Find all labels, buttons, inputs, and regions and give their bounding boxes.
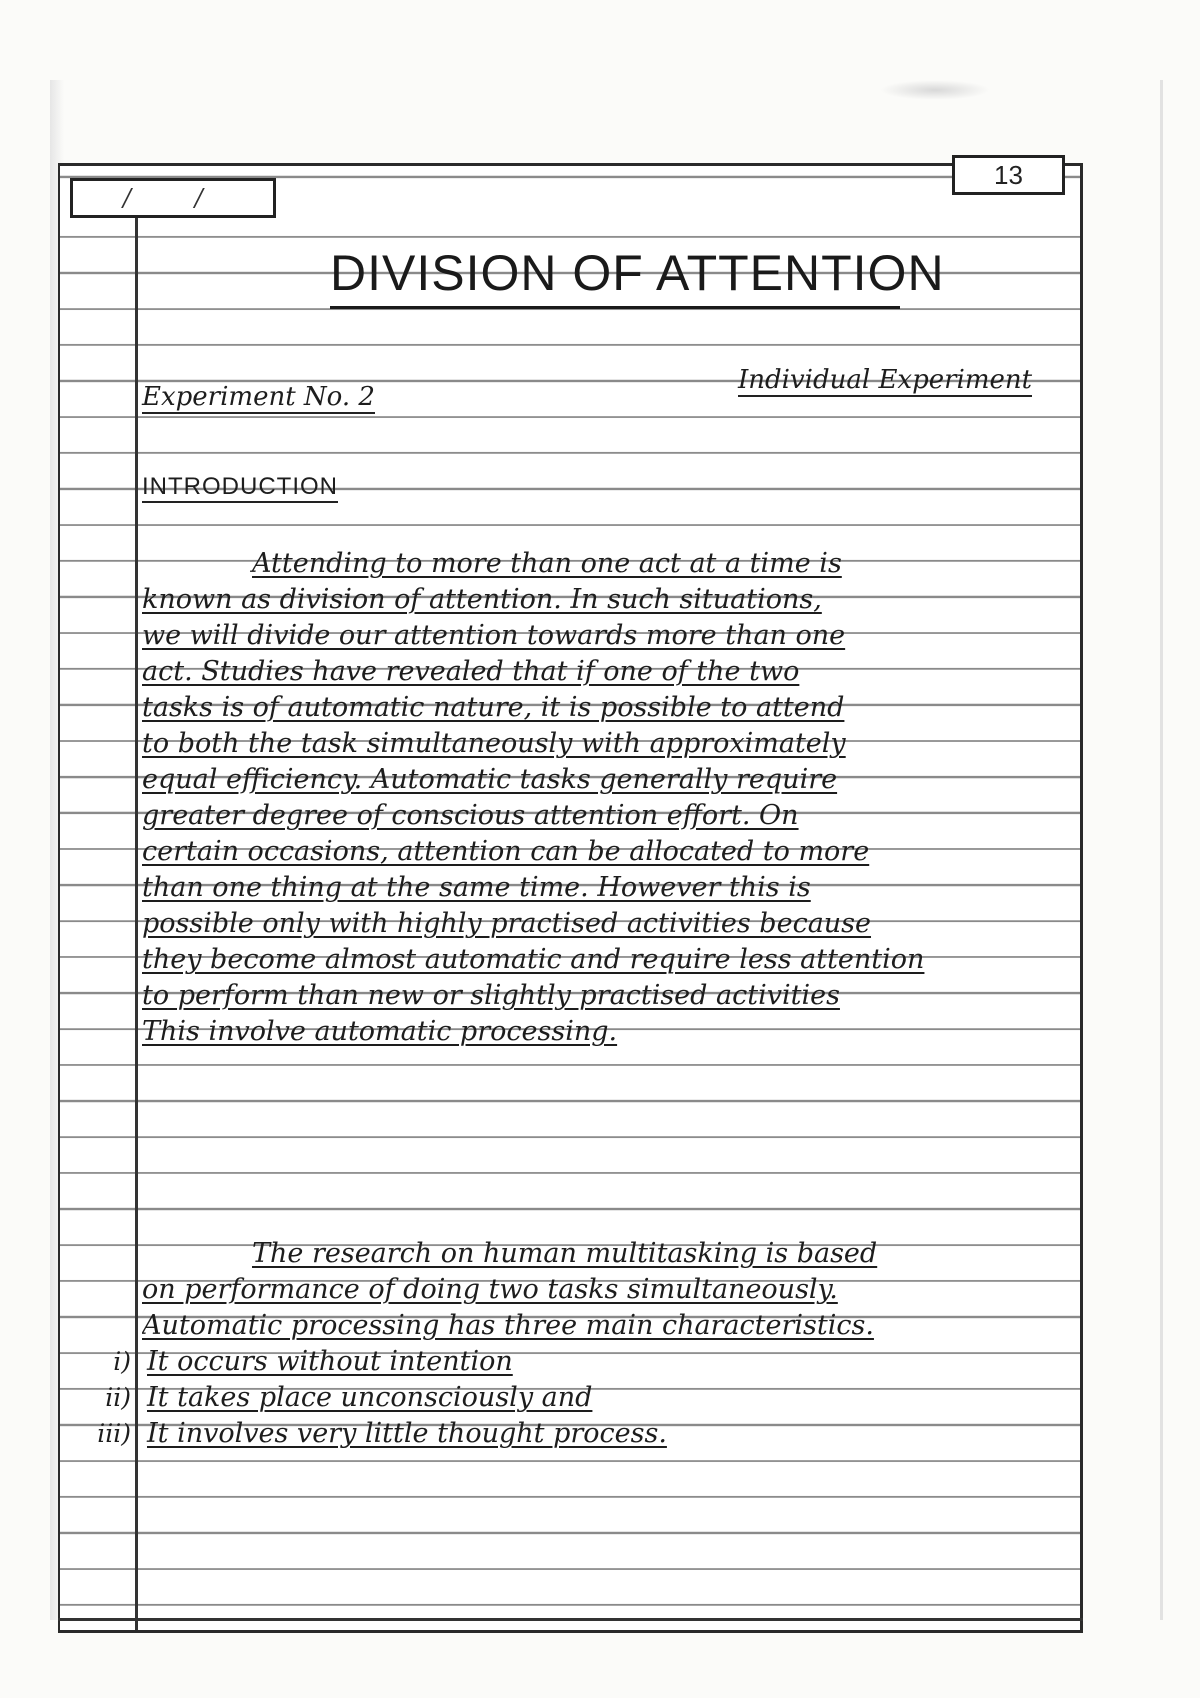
paragraph-line: they become almost automatic and require less attention xyxy=(142,944,925,975)
paragraph-line: Automatic processing has three main characteristics. xyxy=(142,1310,874,1341)
experiment-type: Individual Experiment xyxy=(738,365,1033,395)
paragraph-line: certain occasions, attention can be allocated to more xyxy=(142,836,870,867)
paragraph-line: than one thing at the same time. However this is xyxy=(142,872,811,903)
list-marker: i) xyxy=(113,1347,131,1376)
paragraph-line: greater degree of conscious attention effort. On xyxy=(142,800,799,831)
list-item-text: It takes place unconsciously and xyxy=(147,1382,593,1413)
list-marker: ii) xyxy=(105,1383,131,1412)
paragraph-line: Attending to more than one act at a time is xyxy=(252,548,842,579)
introduction-heading: INTRODUCTION xyxy=(142,473,338,503)
paragraph-line: known as division of attention. In such situations, xyxy=(142,584,822,615)
bottom-rule xyxy=(58,1618,1083,1621)
paragraph-line: This involve automatic processing. xyxy=(142,1016,618,1047)
page-right-edge xyxy=(1160,80,1163,1620)
introduction-paragraph-1 xyxy=(142,546,1072,1050)
list-item xyxy=(85,1344,1065,1380)
characteristics-list xyxy=(85,1344,1065,1452)
paragraph-line: The research on human multitasking is based xyxy=(252,1238,878,1269)
date-box: / / xyxy=(70,178,276,218)
list-item xyxy=(85,1416,1065,1452)
paragraph-line: to perform than new or slightly practised activities xyxy=(142,980,840,1011)
paragraph-line: we will divide our attention towards more than one xyxy=(142,620,846,651)
paragraph-line: on performance of doing two tasks simultaneously. xyxy=(142,1274,838,1305)
introduction-paragraph-2 xyxy=(142,1236,1072,1344)
list-item-text: It involves very little thought process. xyxy=(147,1418,667,1449)
list-marker: iii) xyxy=(97,1419,131,1448)
paragraph-line: act. Studies have revealed that if one of the two xyxy=(142,656,800,687)
page-title: DIVISION OF ATTENTION xyxy=(330,240,900,309)
paragraph-line: possible only with highly practised activities because xyxy=(142,908,872,939)
page-number-box: 13 xyxy=(952,155,1065,195)
page-tab-mark xyxy=(880,80,990,100)
list-item xyxy=(85,1380,1065,1416)
paragraph-line: tasks is of automatic nature, it is possible to attend xyxy=(142,692,845,723)
paragraph-line: to both the task simultaneously with approximately xyxy=(142,728,846,759)
paragraph-line: equal efficiency. Automatic tasks generally require xyxy=(142,764,838,795)
list-item-text: It occurs without intention xyxy=(147,1346,513,1377)
experiment-number: Experiment No. 2 xyxy=(142,382,375,412)
